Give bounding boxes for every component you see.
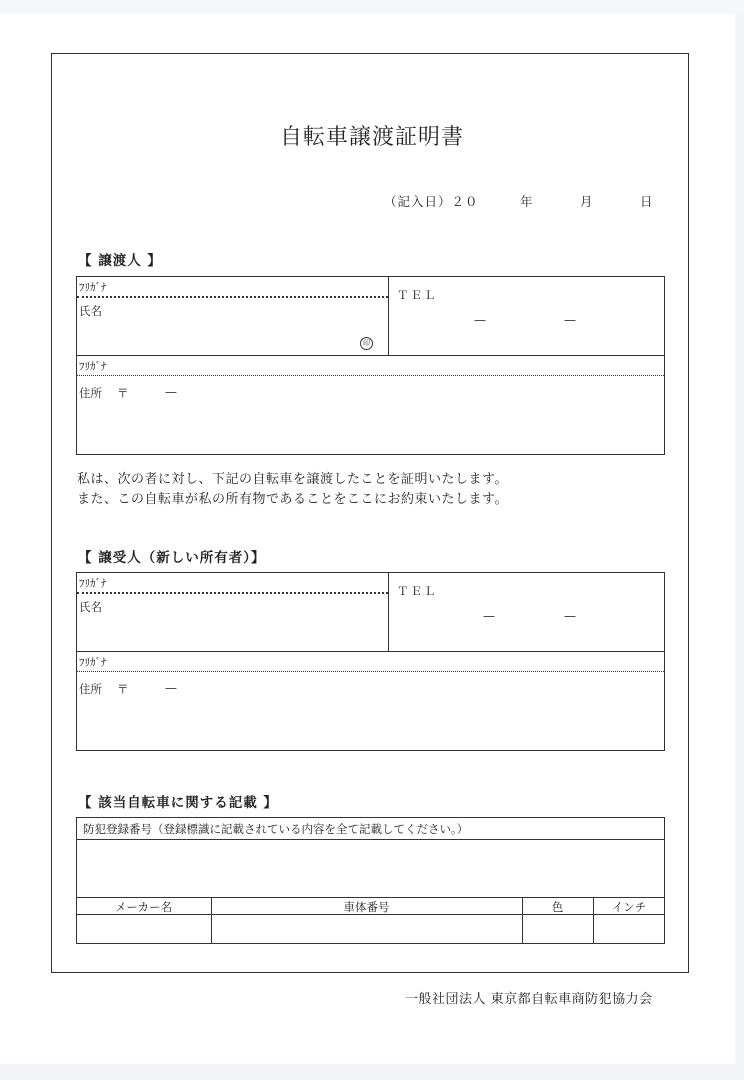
viewer-top-bar: [0, 0, 744, 14]
transferee-address-furigana-label: ﾌﾘｶﾞﾅ: [79, 656, 107, 669]
column-inch: インチ: [611, 900, 647, 914]
transferor-postal-mark: 〒: [117, 386, 129, 400]
statement-line-1: 私は、次の者に対し、下記の自転車を譲渡したことを証明いたします。: [77, 472, 508, 487]
bicycle-columns-top-line: [76, 897, 665, 898]
registration-header-line: [76, 839, 665, 840]
transferee-name-label: 氏名: [79, 600, 102, 614]
transferor-tel-label: ＴＥＬ: [397, 288, 438, 302]
transferor-address-furigana-label: ﾌﾘｶﾞﾅ: [79, 360, 107, 373]
transferor-divider: [388, 276, 389, 356]
date-prefix: （記入日）２０: [384, 194, 479, 209]
transferor-table: [76, 276, 665, 455]
registration-number-label: 防犯登録番号（登録標識に記載されている内容を全て記載してください。）: [83, 822, 469, 836]
bicycle-heading: 【 該当自転車に関する記載 】: [78, 795, 278, 811]
transferee-row-line: [76, 651, 665, 652]
transferee-address-furigana-line: [77, 671, 664, 672]
issuing-organization: 一般社団法人 東京都自転車商防犯協力会: [405, 992, 653, 1007]
transferee-tel-label: ＴＥＬ: [397, 584, 438, 598]
transferor-address-furigana-line: [77, 375, 664, 376]
document-title: 自転車譲渡証明書: [279, 125, 464, 150]
transferee-heading: 【 譲受人（新しい所有者）】: [78, 550, 266, 566]
date-month-label: 月: [580, 194, 594, 209]
transferor-furigana-line: [77, 296, 388, 298]
transferee-address-label: 住所: [79, 682, 102, 696]
transferee-postal-dash: —: [165, 681, 177, 695]
transferor-postal-dash: —: [165, 385, 177, 399]
column-color: 色: [551, 900, 564, 914]
transferor-tel-dash-1: —: [474, 313, 486, 327]
transferee-tel-dash-2: —: [564, 609, 576, 623]
transferor-heading: 【 譲渡人 】: [78, 253, 162, 269]
transferee-furigana-label: ﾌﾘｶﾞﾅ: [79, 577, 107, 590]
statement-line-2: また、この自転車が私の所有物であることをここにお約束いたします。: [77, 492, 508, 507]
transferee-tel-dash-1: —: [483, 609, 495, 623]
transferee-table: [76, 572, 665, 751]
column-maker: メーカー名: [114, 900, 173, 914]
transferee-postal-mark: 〒: [117, 682, 129, 696]
transferee-divider: [388, 572, 389, 652]
date-year-label: 年: [520, 194, 534, 209]
column-frame-number: 車体番号: [343, 900, 390, 914]
transferee-furigana-line: [77, 592, 388, 594]
transferor-tel-dash-2: —: [564, 313, 576, 327]
seal-mark: 印: [360, 337, 373, 350]
date-day-label: 日: [640, 194, 654, 209]
transferor-furigana-label: ﾌﾘｶﾞﾅ: [79, 281, 107, 294]
transferor-row-line: [76, 355, 665, 356]
transferor-name-label: 氏名: [79, 304, 102, 318]
transferor-address-label: 住所: [79, 386, 102, 400]
